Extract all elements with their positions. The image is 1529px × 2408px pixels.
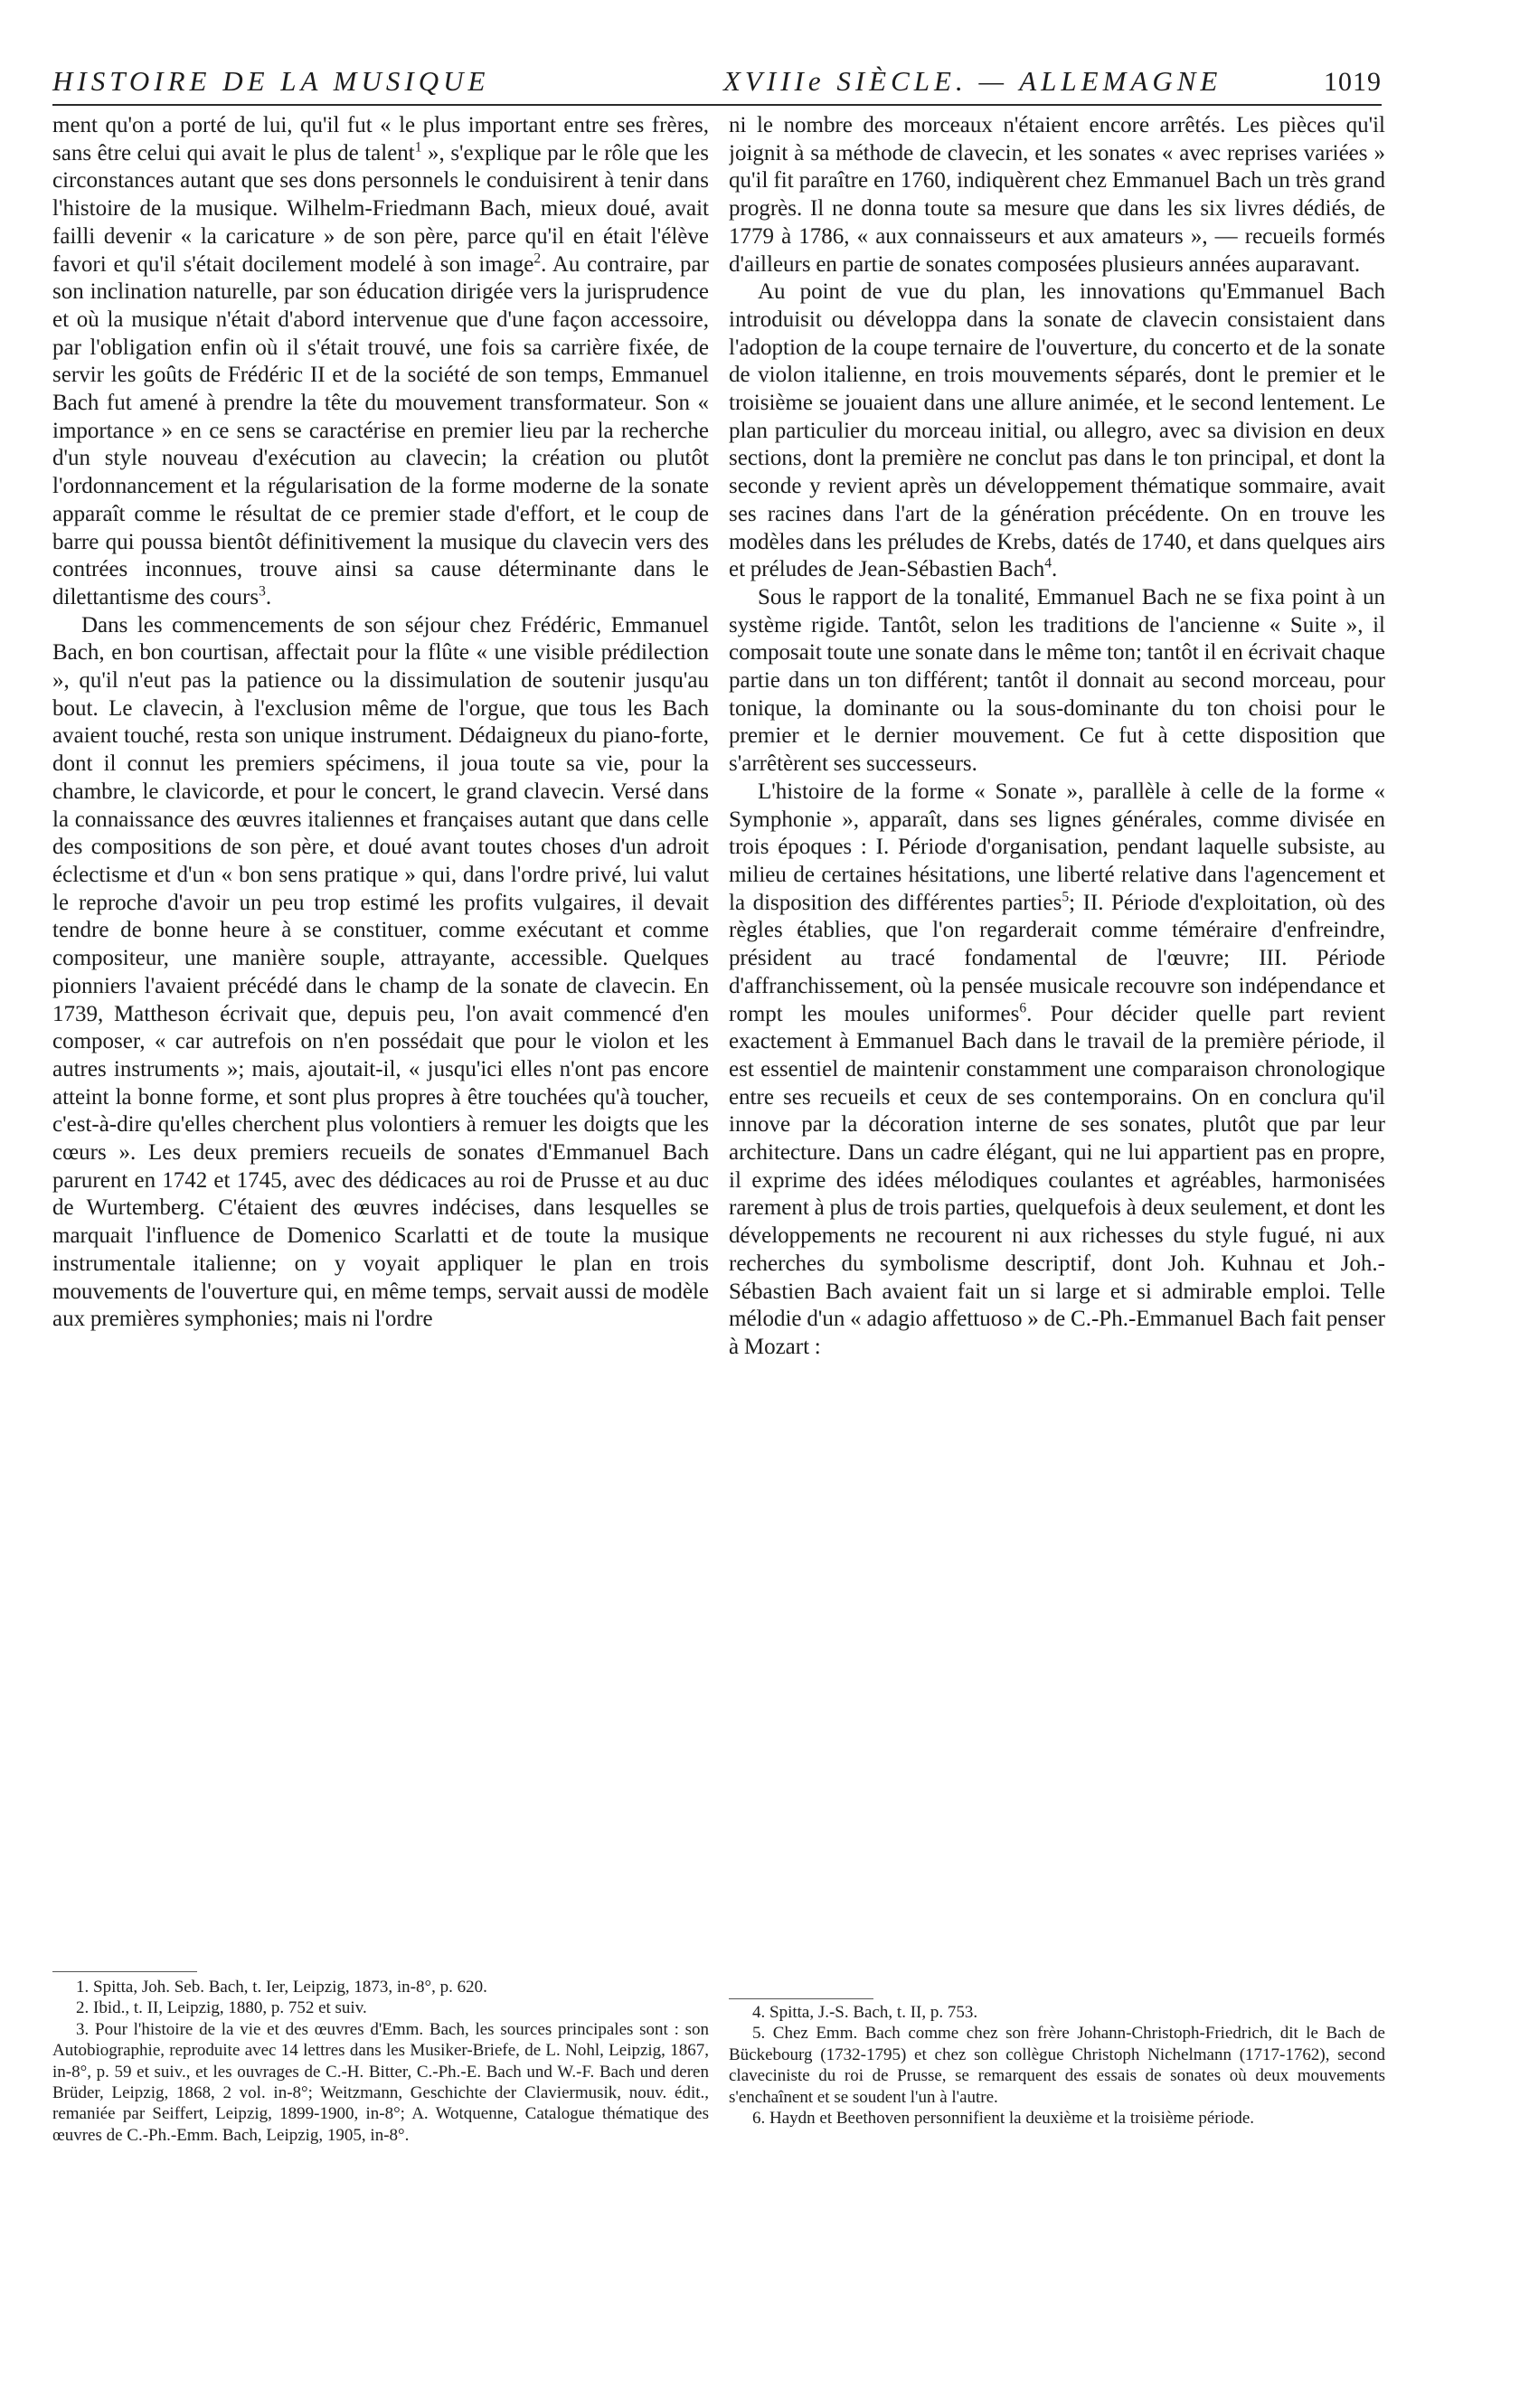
right-column (729, 112, 1385, 1968)
footnote-ref[interactable]: 5 (1062, 889, 1070, 905)
paragraph-text: L'histoire de la forme « Sonate », parallèle à celle de la forme « Symphonie », apparaît, dans ses lignes générales, comme divisée en trois époques : I. Période d'organisation, pendant laquelle subsiste, au milieu de certaines hésitations, une liberté relative dans l'agencement et la disposition des différentes parties (729, 779, 1385, 915)
paragraph-text: Au point de vue du plan, les innovations qu'Emmanuel Bach introduisit ou développa dans la sonate de clavecin consistaient dans l'adoption de la coupe ternaire de l'ouverture, du concerto et de la sonate de violon italienne, en trois mouvements séparés, dont le premier et le troisième se jouaient dans une allure animée, et le second lentement. Le plan particulier du morceau initial, ou allegro, avec sa division en deux sections, dont la première ne conclut pas dans le ton principal, et dont la seconde y revient après un développement thématique sommaire, avait ses racines dans l'art de la génération précédente. On en trouve les modèles dans les préludes de Krebs, datés de 1740, et dans quelques airs et préludes de Jean-Sébastien Bach (729, 279, 1385, 582)
footnote-ref[interactable]: 1 (414, 139, 422, 156)
paragraph: ni le nombre des morceaux n'étaient encore arrêtés. Les pièces qu'il joignit à sa méthode de clavecin, et les sonates « avec reprises variées » qu'il fit paraître en 1760, indiquèrent chez Emmanuel Bach un très grand progrès. Il ne donna toute sa mesure que dans les six livres dédiés, de 1779 à 1786, « aux connaisseurs et aux amateurs », — recueils formés d'ailleurs en partie de sonates composées plusieurs années auparavant. (729, 113, 1385, 277)
footnotes-right (729, 2002, 1385, 2237)
paragraph (729, 279, 1385, 584)
paragraph (729, 779, 1385, 1362)
footnote: 2. Ibid., t. II, Leipzig, 1880, p. 752 et suiv. (76, 1998, 367, 2018)
footnote-ref[interactable]: 6 (1019, 1000, 1027, 1016)
paragraph-text: ; II. Période d'exploitation, où des règles établies, que l'on regarderait comme téméraire d'enfreindre, président au tracé fondamental de l'œuvre; III. Période d'affranchissement, où la pensée musicale recouvre son indépendance et rompt les moules uniformes (729, 890, 1385, 1026)
running-title-left: HISTOIRE DE LA MUSIQUE (52, 65, 490, 97)
page-number: 1019 (1324, 67, 1382, 97)
paragraph: Sous le rapport de la tonalité, Emmanuel Bach ne se fixa point à un système rigide. Tantôt, selon les traditions de l'ancienne « Suite », il composait toute une sonate dans le même ton; tantôt il en écrivait chaque partie dans un ton différent; tantôt il donnait au second morceau, pour tonique, la dominante ou la sous-dominante du ton choisi pour le premier et le dernier mouvement. Ce fut à cette disposition que s'arrêtèrent ses successeurs. (729, 584, 1385, 777)
paragraph-text: . (265, 584, 272, 609)
footnote: 3. Pour l'histoire de la vie et des œuvres d'Emm. Bach, les sources principales sont : son Autobiographie, reproduite avec 14 lettres dans les Musiker-Briefe, de L. Nohl, Leipzig, 1867, in-8°, p. 59 et suiv., et les ouvrages de C.-H. Bitter, C.-Ph.-E. Bach und W.-F. Bach und deren Brüder, Leipzig, 1868, 2 vol. in-8°; Weitzmann, Geschichte der Claviermusik, nouv. édit., remaniée par Seiffert, Leipzig, 1899-1900, in-8°; A. Wotquenne, Catalogue thématique des œuvres de C.-Ph.-Emm. Bach, Leipzig, 1905, in-8°. (52, 2019, 709, 2145)
footnote-ref[interactable]: 2 (533, 250, 542, 267)
paragraph-text: », s'explique par le rôle que les circonstances autant que ses dons personnels le conduisirent à tenir dans l'histoire de la musique. Wilhelm-Friedmann Bach, mieux doué, avait failli devenir « la caricature » de son père, parce qu'il en était l'élève favori et qu'il s'était docilement modelé à son image (52, 140, 709, 277)
paragraph-text: . Pour décider quelle part revient exactement à Emmanuel Bach dans le travail de la première période, il est essentiel de maintenir constamment une comparaison chronologique entre ses recueils et ceux de ses contemporains. On en conclura qu'il innove par la décoration interne de ses sonates, plutôt que par leur architecture. Dans un cadre élégant, qui ne lui appartient pas en propre, il exprime des idées mélodiques coulantes et agréables, harmonisées rarement à plus de trois parties, quelquefois à deux seulement, et dont les développements ne recourent ni aux richesses du style fugué, ni aux recherches du symbolisme descriptif, dont Joh. Kuhnau et Joh.-Sébastien Bach avaient fait un si large et si admirable emploi. Telle mélodie d'un « adagio affettuoso » de C.-Ph.-Emmanuel Bach fait penser à Mozart : (729, 1001, 1385, 1359)
running-title-right: XVIIIe SIÈCLE. — ALLEMAGNE (723, 65, 1222, 97)
footnote-ref[interactable]: 4 (1044, 555, 1052, 571)
paragraph: Dans les commencements de son séjour chez Frédéric, Emmanuel Bach, en bon courtisan, affectait pour la flûte « une visible prédilection », qu'il n'eut pas la patience ou la dissimulation de soutenir jusqu'au bout. Le clavecin, à l'exclusion même de l'orgue, que tous les Bach avaient touché, resta son unique instrument. Dédaigneux du piano-forte, dont il connut les premiers spécimens, il joua toute sa vie, pour la chambre, le clavicorde, et pour le concert, le grand clavecin. Versé dans la connaissance des œuvres italiennes et françaises autant que dans celle des compositions de son père, et doué avant toutes choses d'un adroit éclectisme et d'un « bon sens pratique » qui, dans l'ordre privé, lui valut le reproche d'avoir un peu trop estimé les profits vulgaires, il devait tendre de bonne heure à se constituer, comme exécutant et comme compositeur, une manière souple, attrayante, accessible. Quelques pionniers l'avaient précédé dans le champ de la sonate de clavecin. En 1739, Mattheson écrivait que, depuis peu, l'on avait commencé d'en composer, « car autrefois on n'en possédait que pour le violon et les autres instruments »; mais, ajoutait-il, « jusqu'ici elles n'ont pas encore atteint la bonne forme, et sont plus propres à être touchées qu'à toucher, c'est-à-dire qu'elles cherchent plus volontiers à remuer les doigts que les cœurs ». Les deux premiers recueils de sonates d'Emmanuel Bach parurent en 1742 et 1745, avec des dédicaces au roi de Prusse et au duc de Wurtemberg. C'étaient des œuvres indécises, dans lesquelles se marquait l'influence de Domenico Scarlatti et de toute la musique instrumentale italienne; on y voyait appliquer le plan en trois mouvements de l'ouverture qui, en même temps, servait aussi de modèle aux premières symphonies; mais ni l'ordre (52, 612, 709, 1332)
footnote-rule (52, 1971, 197, 1972)
footnote: 6. Haydn et Beethoven personnifient la deuxième et la troisième période. (752, 2109, 1255, 2129)
paragraph-text: . Au contraire, par son inclination naturelle, par son éducation dirigée vers la jurisprudence et où la musique n'était d'abord intervenue que d'une façon accessoire, par l'obligation enfin où il s'était trouvé, une fois sa carrière fixée, de servir les goûts de Frédéric II et de la société de son temps, Emmanuel Bach fut amené à prendre la tête du mouvement transformateur. Son « importance » en ce sens se caractérise en premier lieu par la recherche d'un style nouveau d'exécution au clavecin; la création ou plutôt l'ordonnancement et la régularisation de la forme moderne de la sonate apparaît comme le résultat de ce premier stade d'effort, et le coup de barre qui poussa bientôt définitivement la musique du clavecin vers des contrées inconnues, trouve ainsi sa cause déterminante dans le dilettantisme des cours (52, 251, 709, 609)
footnote-rule (729, 1998, 873, 1999)
paragraph-text: . (1052, 557, 1058, 582)
footnotes-left (52, 1977, 709, 2248)
footnote: 1. Spitta, Joh. Seb. Bach, t. Ier, Leipzig, 1873, in-8°, p. 620. (76, 1978, 487, 1997)
header-rule (52, 104, 1382, 106)
left-column (52, 112, 709, 1968)
paragraph (52, 112, 709, 612)
footnote: 4. Spitta, J.-S. Bach, t. II, p. 753. (752, 2003, 978, 2022)
paragraph-text: ment qu'on a porté de lui, qu'il fut « le plus important entre ses frères, sans être celui qui avait le plus de talent (52, 113, 709, 165)
running-header (52, 65, 1382, 107)
footnote: 5. Chez Emm. Bach comme chez son frère Johann-Christoph-Friedrich, dit le Bach de Bückebourg (1732-1795) et chez son collègue Christoph Nichelmann (1717-1762), second claveciniste du roi de Prusse, se remarquent des essais de sonates où deux mouvements s'enchaînent et se soudent l'un à l'autre. (729, 2024, 1385, 2107)
footnote-ref[interactable]: 3 (259, 583, 266, 600)
